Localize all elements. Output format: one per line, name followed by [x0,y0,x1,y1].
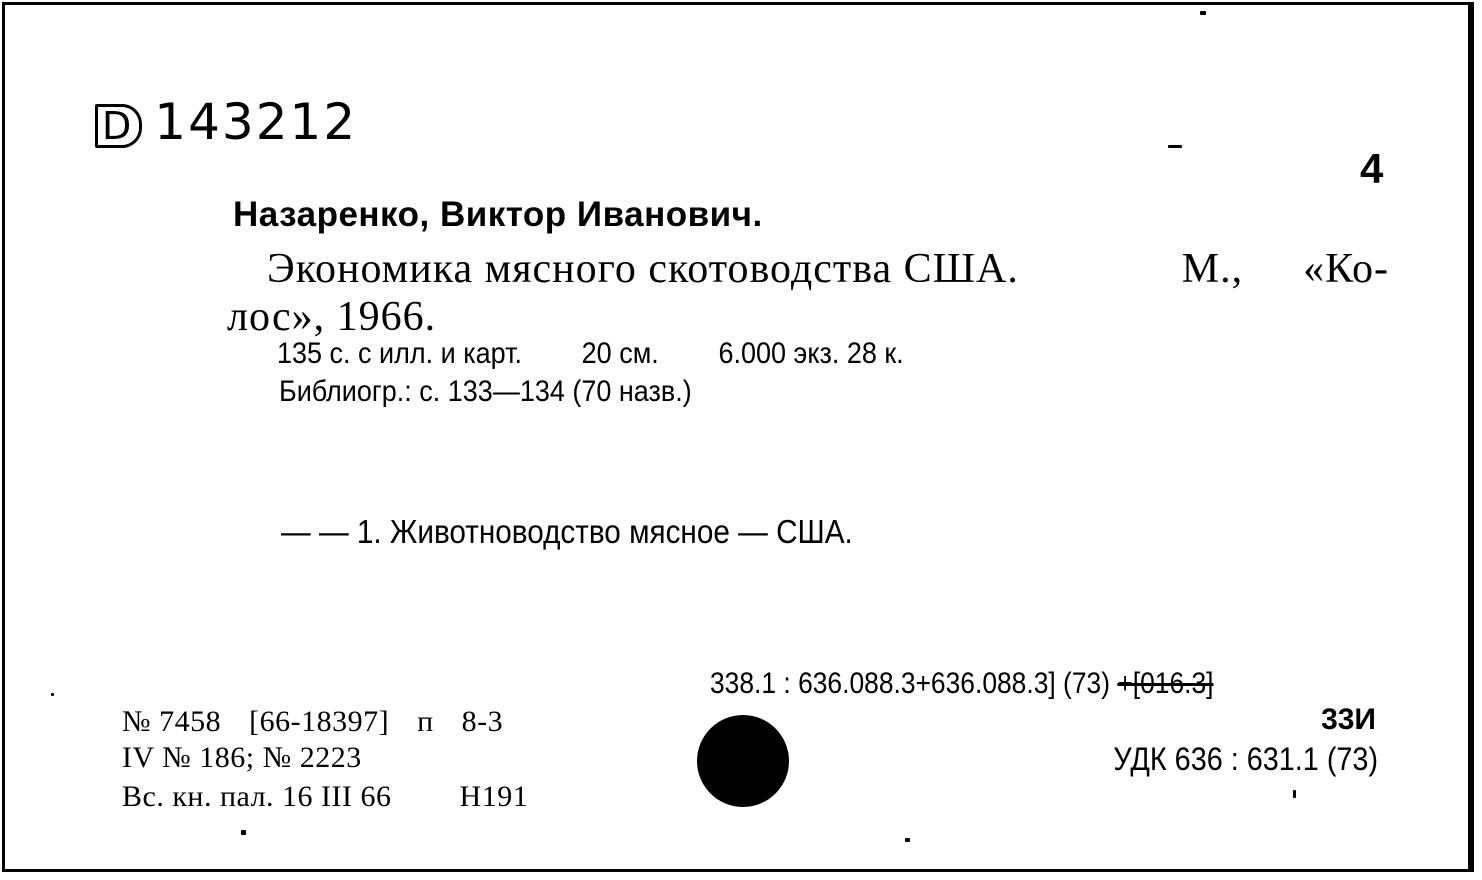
registration-line [122,705,523,739]
bibliography-note: Библиогр.: с. 133—134 (70 назв.) [279,375,692,408]
desc-pages: 135 с. с илл. и карт. [277,337,522,370]
registration-letter: п [417,705,434,738]
series-line: IV № 186; № 2223 [122,741,362,774]
registration-code: 8-3 [461,705,504,738]
physical-description [277,337,904,371]
call-number-letter: D [95,104,142,148]
ink-speck [905,838,910,842]
title-publisher-start: «Ко- [1303,246,1389,292]
udk-code: УДК 636 : 631.1 (73) [1113,741,1378,777]
title-place: М., [1181,246,1244,292]
classification-formula-text: 338.1 : 636.088.3+636.088.3] (73) [710,667,1111,700]
call-number-digits: 143212 [154,93,358,151]
author-heading: Назаренко, Виктор Иванович. [233,195,763,234]
chamber-line [122,780,548,814]
desc-copies: 6.000 экз. 28 к. [718,337,904,370]
catalog-card [2,2,1474,872]
ink-speck [241,830,246,835]
classification-formula [710,667,1213,701]
registration-number: № 7458 [122,705,222,738]
classification-struck-part: +[016.3] [1117,667,1214,700]
call-number [95,93,358,151]
classification-code: 33И [1321,703,1376,736]
card-number: 4 [1360,145,1384,192]
title-line-1 [267,245,1389,293]
desc-size: 20 см. [581,337,659,370]
title-main: Экономика мясного скотоводства США. [267,246,1019,292]
chamber-code: Н191 [459,780,529,813]
ink-speck [1200,11,1206,15]
ink-speck [1168,145,1182,148]
title-line-2: лос», 1966. [227,294,437,340]
registration-bracket: [66-18397] [249,705,390,738]
subject-heading: — — 1. Животноводство мясное — США. [281,513,853,550]
punch-hole [697,715,789,807]
ink-speck [1293,790,1296,798]
chamber-date: Вс. кн. пал. 16 III 66 [122,780,392,813]
ink-speck [51,693,54,696]
